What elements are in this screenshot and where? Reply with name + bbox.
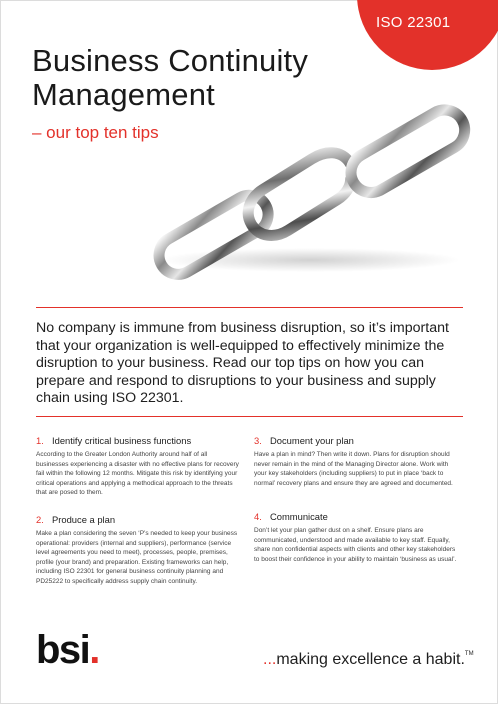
tip-body: According to the Greater London Authority around half of all businesses experiencing a disaster with no effective plans for recovery fail within the following 12 months. Mitigate this risk by identifying your critical operations and applying a methodical approach to the threats that are posed to them. bbox=[36, 451, 239, 497]
tagline-text: making excellence a habit. bbox=[276, 651, 465, 668]
logo-dot: . bbox=[89, 628, 99, 672]
page-subtitle: – our top ten tips bbox=[32, 123, 159, 142]
tip-number: 4. bbox=[254, 511, 262, 522]
tip-title: Communicate bbox=[270, 511, 328, 522]
tip-3 bbox=[254, 435, 459, 488]
title-line-2: Management bbox=[32, 77, 215, 112]
divider-middle bbox=[36, 416, 463, 417]
bsi-logo bbox=[36, 630, 99, 670]
tip-2 bbox=[36, 514, 241, 587]
iso-badge-label: ISO 22301 bbox=[376, 14, 451, 31]
tip-body: Make a plan considering the seven ‘P’s needed to keep your business operational: providers (internal and suppliers), performance (service level agreements you need to meet), processes, people, premises, profile (your brand) and preparation. Existing frameworks can help, including ISO 22301 for general business continuity planning and PD25222 to specifically address supply chain continuity. bbox=[36, 530, 238, 585]
tip-title: Produce a plan bbox=[52, 514, 116, 525]
tip-number: 2. bbox=[36, 514, 44, 525]
tip-heading bbox=[254, 435, 459, 446]
tip-1 bbox=[36, 435, 241, 498]
tip-number: 3. bbox=[254, 435, 262, 446]
tagline bbox=[263, 651, 474, 669]
title-line-1: Business Continuity bbox=[32, 43, 309, 78]
trademark-mark: TM bbox=[464, 651, 474, 657]
tip-body: Have a plan in mind? Then write it down. Plans for disruption should never remain in the mind of the Managing Director alone. Work with your key stakeholders (including suppliers) to put in place ‘back to normal’ recovery plans and ensure they are agreed and documented. bbox=[254, 451, 453, 487]
tip-4 bbox=[254, 511, 459, 564]
tip-title: Identify critical business functions bbox=[52, 435, 192, 446]
tip-heading bbox=[36, 435, 241, 446]
intro-paragraph: No company is immune from business disruption, so it’s important that your organization is well-equipped to effectively minimize the disruption to your business. Read our top tips on how you can prepare and respond to disruptions to your business and supply chain using ISO 22301. bbox=[36, 320, 449, 406]
broken-chain-link-icon bbox=[140, 80, 480, 280]
logo-text: bsi bbox=[36, 628, 90, 672]
divider-top bbox=[36, 307, 463, 308]
tip-heading bbox=[36, 514, 241, 525]
iso-badge bbox=[357, 0, 498, 70]
tagline-dots: ... bbox=[263, 651, 277, 668]
tip-heading bbox=[254, 511, 459, 522]
tip-title: Document your plan bbox=[270, 435, 354, 446]
tip-body: Don’t let your plan gather dust on a shelf. Ensure plans are communicated, understood and made available to key staff. Equally, share non confidential aspects with clients and other key stakeholders to boost their confidence in your ability to maintain ‘business as usual’. bbox=[254, 527, 457, 563]
tip-number: 1. bbox=[36, 435, 44, 446]
